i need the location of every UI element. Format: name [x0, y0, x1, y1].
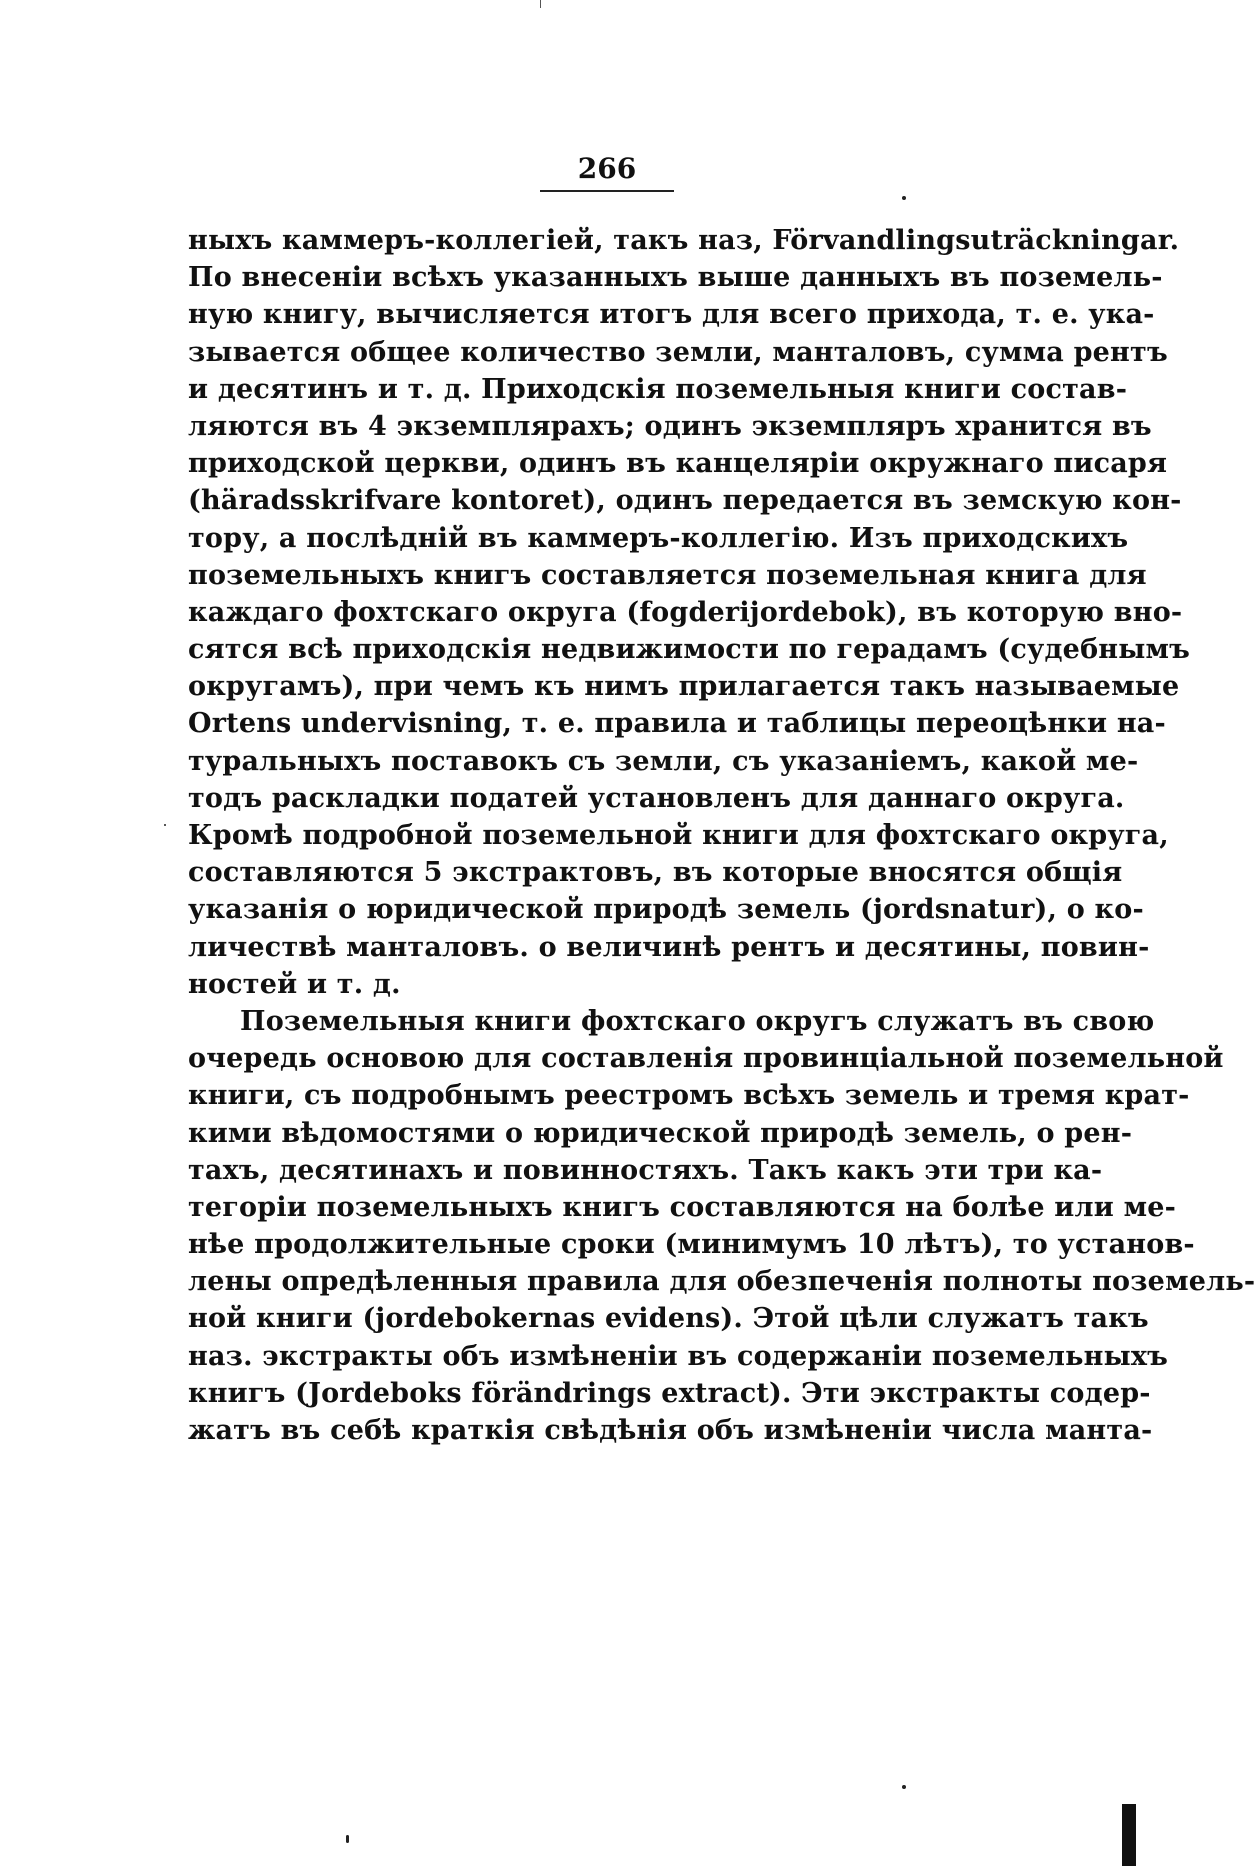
text-line: тору, а послѣдній въ каммеръ-коллегію. Изъ приходскихъ [188, 522, 1129, 554]
top-edge-mark [540, 0, 541, 8]
ink-speck [346, 1835, 349, 1843]
text-line: По внесеніи всѣхъ указанныхъ выше данныхъ въ поземель- [188, 262, 1163, 294]
text-line: Ortens undervisning, т. е. правила и таблицы переоцѣнки на- [188, 708, 1166, 740]
text-line: ляются въ 4 экземплярахъ; одинъ экземпляръ хранится въ [188, 410, 1152, 442]
text-line: тодъ раскладки податей установленъ для даннаго округа. [188, 782, 1125, 814]
text-line: ныхъ каммеръ-коллегіей, такъ наз, Förvandlingsuträckningar. [188, 225, 1180, 256]
text-line: приходской церкви, одинъ въ канцеляріи окружнаго писаря [188, 448, 1168, 480]
text-line: ную книгу, вычисляется итогъ для всего прихода, т. е. ука- [188, 299, 1155, 331]
scan-edge-mark [1122, 1804, 1136, 1866]
ink-speck [902, 196, 906, 200]
paragraph-2 [188, 1003, 1255, 1449]
text-line: личествѣ манталовъ. о величинѣ рентъ и десятины, повин- [188, 931, 1150, 963]
text-line: округамъ), при чемъ къ нимъ прилагается такъ называемые [188, 671, 1180, 703]
text-line: поземельныхъ книгъ составляется поземельная книга для [188, 559, 1147, 591]
text-line: сятся всѣ приходскія недвижимости по герадамъ (судебнымъ [188, 634, 1191, 666]
text-line: зывается общее количество земли, манталовъ, сумма рентъ [188, 336, 1168, 368]
ink-speck [164, 824, 166, 826]
ink-speck [902, 1785, 906, 1789]
text-line: книги, съ подробнымъ реестромъ всѣхъ земель и тремя крат- [188, 1080, 1190, 1112]
text-line: ностей и т. д. [188, 968, 401, 1000]
text-line: лены опредѣленныя правила для обезпеченія полноты поземель- [188, 1266, 1255, 1298]
text-line: кими вѣдомостями о юридической природѣ земель, о рен- [188, 1117, 1133, 1149]
text-line: туральныхъ поставокъ съ земли, съ указаніемъ, какой ме- [188, 745, 1139, 777]
text-line: наз. экстракты объ измѣненіи въ содержаніи поземельныхъ [188, 1340, 1169, 1372]
text-line: очередь основою для составленія провинціальной поземельной [188, 1043, 1224, 1075]
text-line: ной книги (jordebokernas evidens). Этой цѣли служатъ такъ [188, 1303, 1149, 1335]
text-line: жатъ въ себѣ краткія свѣдѣнія объ измѣненіи числа манта- [188, 1415, 1153, 1446]
text-line: и десятинъ и т. д. Приходскія поземельныя книги состав- [188, 373, 1128, 405]
text-line: (häradsskrifvare kontoret), одинъ передается въ земскую кон- [188, 485, 1182, 517]
text-line: составляются 5 экстрактовъ, въ которые вносятся общія [188, 857, 1123, 889]
text-line: Кромѣ подробной поземельной книги для фохтскаго округа, [188, 820, 1169, 851]
text-line: каждаго фохтскаго округа (fogderijordebok), въ которую вно- [188, 596, 1183, 628]
page-number: 266 [540, 152, 674, 192]
text-line: нѣе продолжительные сроки (минимумъ 10 лѣтъ), то установ- [188, 1229, 1195, 1261]
body-text [188, 222, 1255, 1449]
text-line: книгъ (Jordeboks förändrings extract). Эти экстракты содер- [188, 1377, 1151, 1409]
text-line: тахъ, десятинахъ и повинностяхъ. Такъ какъ эти три ка- [188, 1154, 1103, 1186]
text-line: указанія о юридической природѣ земель (jordsnatur), о ко- [188, 894, 1144, 926]
text-line: Поземельныя книги фохтскаго округъ служатъ въ свою [240, 1005, 1155, 1037]
text-line: тегоріи поземельныхъ книгъ составляются на болѣе или ме- [188, 1191, 1177, 1223]
paragraph-1 [188, 222, 1191, 1003]
